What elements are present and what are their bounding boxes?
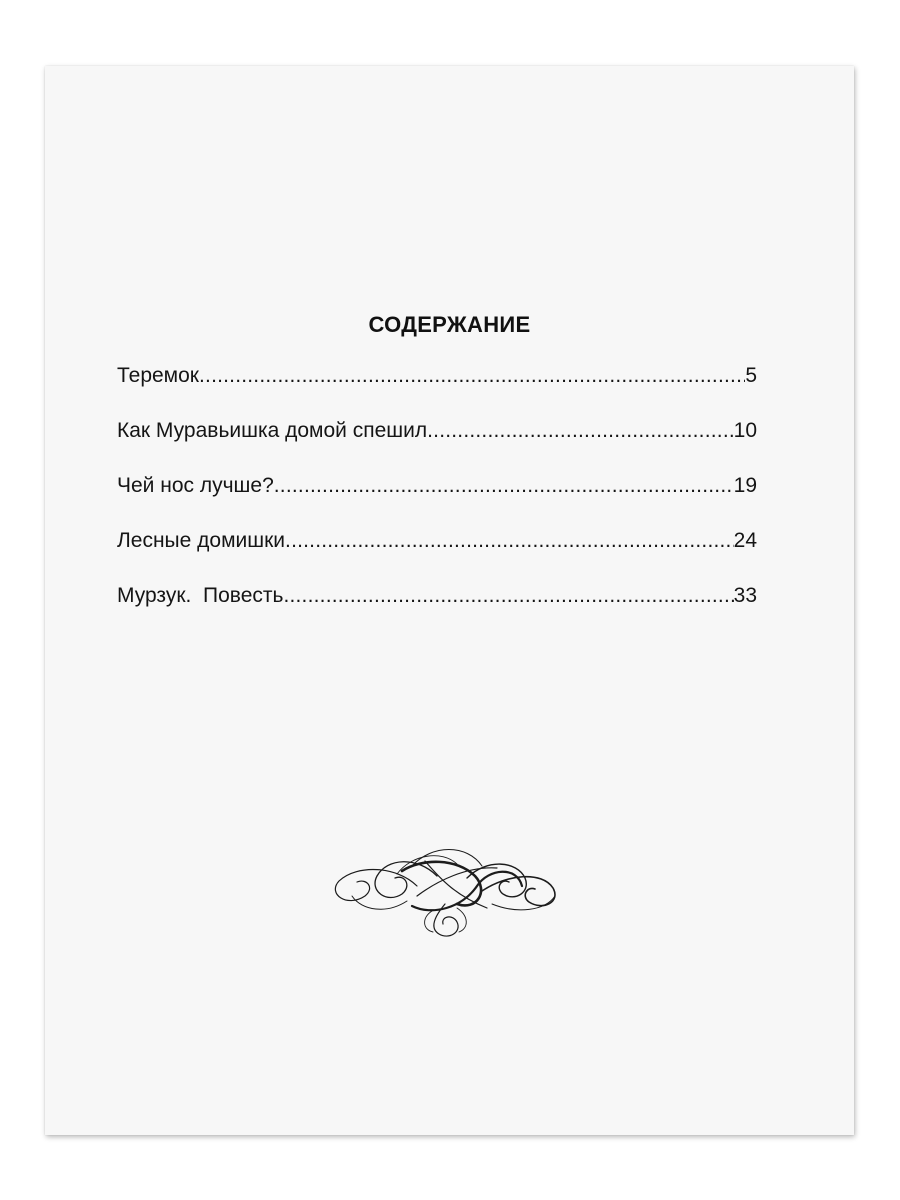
toc-entry[interactable] <box>117 474 757 529</box>
toc-page-number: 5 <box>745 364 757 387</box>
toc-entry[interactable] <box>117 364 757 419</box>
toc-dot-leader <box>427 419 734 443</box>
toc-entry[interactable] <box>117 529 757 584</box>
toc-entry[interactable] <box>117 584 757 639</box>
toc-dot-leader <box>274 474 734 498</box>
toc-list <box>117 364 757 639</box>
toc-entry-title: Как Муравьишка домой спешил <box>117 419 428 442</box>
toc-page-number: 19 <box>733 474 757 497</box>
toc-entry-title: Чей нос лучше? <box>117 474 274 497</box>
toc-page-number: 33 <box>733 584 757 607</box>
flourish-ornament-icon <box>317 836 567 941</box>
book-page <box>45 66 854 1135</box>
toc-dot-leader <box>285 529 734 553</box>
page-title: СОДЕРЖАНИЕ <box>368 312 531 337</box>
toc-entry-title: Мурзук. Повесть <box>117 584 284 607</box>
toc-entry[interactable] <box>117 419 757 474</box>
toc-dot-leader <box>283 584 733 608</box>
toc-dot-leader <box>199 364 745 388</box>
toc-entry-title: Теремок <box>117 364 199 387</box>
toc-entry-title: Лесные домишки <box>117 529 286 552</box>
toc-page-number: 24 <box>733 529 757 552</box>
toc-page-number: 10 <box>733 419 757 442</box>
